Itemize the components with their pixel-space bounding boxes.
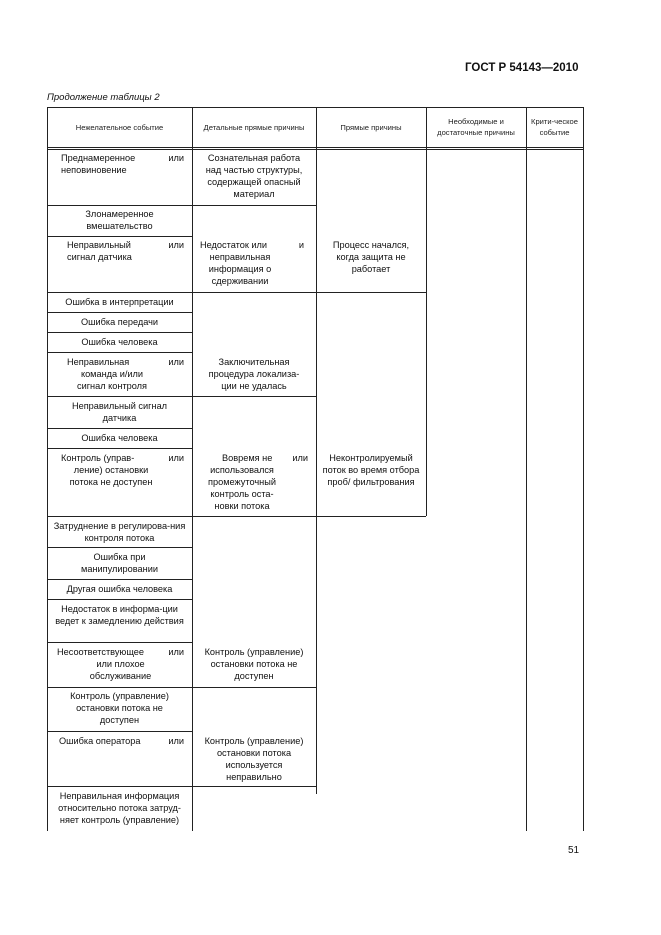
table-cell: Недостаток или и неправильная информация о сдерживании xyxy=(200,240,304,286)
table-cell: Контроль (управление) остановки потока используется неправильно xyxy=(204,736,304,782)
column-header-critical-event: Крити-ческое событие xyxy=(531,117,578,137)
table-cell: Неправильная информация относительно потока затруд-няет контроль (управление) xyxy=(58,791,181,825)
table-cell: Контроль (управление) остановки потока не доступен xyxy=(70,691,169,725)
table-cell: Контроль (управление) остановки потока не доступен xyxy=(204,647,304,681)
table-cell: Злонамеренное вмешательство xyxy=(85,209,154,231)
table-cell: Неправильная или команда и/или сигнал контроля xyxy=(67,357,184,391)
table-cell: Затруднение в регулирова-ния контроля потока xyxy=(53,521,186,543)
table-cell: Ошибка в интерпретации xyxy=(65,297,174,307)
table-cell: Сознательная работа над частью структуры, содержащей опасный материал xyxy=(205,153,303,199)
table-cell: Другая ошибка человека xyxy=(66,584,173,594)
table-cell: Ошибка передачи xyxy=(80,317,159,327)
column-header-detailed-causes: Детальные прямые причины xyxy=(203,122,305,132)
table-cell: Неправильный или сигнал датчика xyxy=(67,240,184,262)
table-cell: Контроль (управ- или ление) остановки потока не доступен xyxy=(61,453,184,487)
table-cell: Заключительная процедура локализа-ции не удалась xyxy=(208,357,300,391)
table-cell: Неконтролируемый поток во время отбора проб/ фильтрования xyxy=(322,453,420,487)
table-cell: Ошибка при манипулировании xyxy=(81,552,158,574)
table-caption: Продолжение таблицы 2 xyxy=(47,92,160,103)
table-cell: Ошибка человека xyxy=(81,337,158,347)
table-cell: Неправильный сигнал датчика xyxy=(71,401,168,423)
table-cell: Несоответствующее или или плохое обслуживание xyxy=(57,647,184,681)
table-cell: Преднамеренное или неповиновение xyxy=(61,153,184,175)
table-cell: Процесс начался, когда защита не работает xyxy=(332,240,410,274)
column-header-necessary-causes: Необходимые и достаточные причины xyxy=(437,117,515,137)
column-header-event: Нежелательное событие xyxy=(75,122,164,132)
table-cell: Вовремя не или использовался промежуточный контроль оста-новки потока xyxy=(208,453,308,511)
page-number: 51 xyxy=(568,845,580,856)
document-id: ГОСТ Р 54143—2010 xyxy=(465,62,579,74)
table-cell: Ошибка оператора или xyxy=(59,736,184,746)
table-cell: Ошибка человека xyxy=(81,433,158,443)
table-cell: Недостаток в информа-ции ведет к замедлению действия xyxy=(55,604,184,626)
column-header-direct-causes: Прямые причины xyxy=(340,122,402,132)
